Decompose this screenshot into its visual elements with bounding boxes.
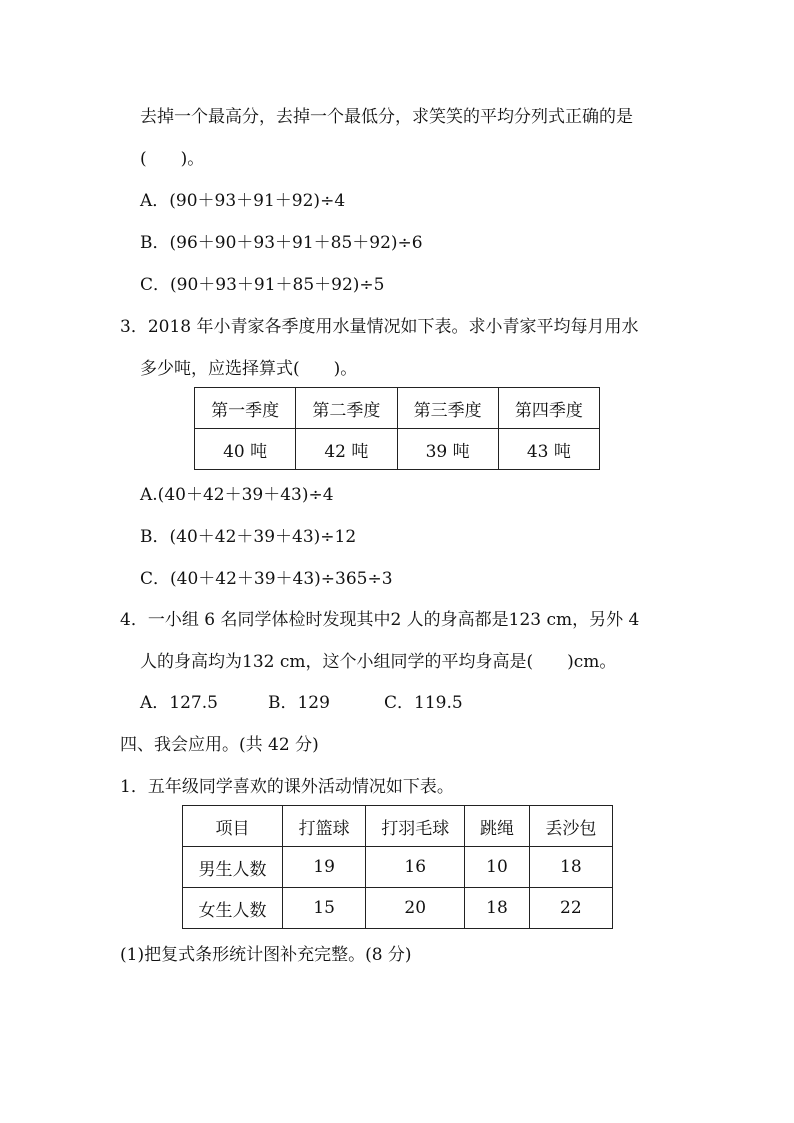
table-cell: 39 吨 — [397, 429, 498, 470]
table-cell: 19 — [282, 847, 365, 888]
q3-stem-line1: 3．2018 年小青家各季度用水量情况如下表。求小青家平均每月用水 — [120, 317, 639, 337]
activity-table — [182, 805, 613, 929]
table-cell: 22 — [529, 888, 612, 929]
q3-option-b: B．(40＋42＋39＋43)÷12 — [140, 527, 357, 547]
q3-water-table — [194, 387, 600, 470]
q2-option-a: A．(90＋93＋91＋92)÷4 — [140, 191, 346, 211]
table-row — [183, 847, 613, 888]
table-header-cell: 打篮球 — [282, 806, 365, 847]
table-row — [183, 806, 613, 847]
q2-blank: ( )。 — [140, 149, 205, 169]
table-header-cell: 第三季度 — [397, 388, 498, 429]
table-header-cell: 丢沙包 — [529, 806, 612, 847]
table-header-cell: 跳绳 — [465, 806, 529, 847]
table-header-cell: 项目 — [183, 806, 283, 847]
q4-option-b: B．129 — [268, 693, 330, 713]
table-row — [183, 888, 613, 929]
q3-option-c: C．(40＋42＋39＋43)÷365÷3 — [140, 569, 393, 589]
table-row — [195, 388, 600, 429]
section-heading: 四、我会应用。(共 42 分) — [120, 735, 319, 755]
q4-option-c: C．119.5 — [384, 693, 463, 713]
table-cell: 20 — [366, 888, 465, 929]
table-cell: 18 — [465, 888, 529, 929]
table-cell: 42 吨 — [296, 429, 397, 470]
table-row — [195, 429, 600, 470]
table-row-label: 男生人数 — [183, 847, 283, 888]
table-header-cell: 第四季度 — [498, 388, 599, 429]
table-cell: 18 — [529, 847, 612, 888]
table-cell: 43 吨 — [498, 429, 599, 470]
q4-option-a: A．127.5 — [140, 693, 218, 713]
table-header-cell: 第二季度 — [296, 388, 397, 429]
q3-stem-line2: 多少吨，应选择算式( )。 — [140, 359, 358, 379]
table-cell: 40 吨 — [195, 429, 296, 470]
q2-option-b: B．(96＋90＋93＋91＋85＋92)÷6 — [140, 233, 423, 253]
table-cell: 15 — [282, 888, 365, 929]
q2-option-c: C．(90＋93＋91＋85＋92)÷5 — [140, 275, 385, 295]
table-row-label: 女生人数 — [183, 888, 283, 929]
table-cell: 16 — [366, 847, 465, 888]
q2-stem: 去掉一个最高分，去掉一个最低分，求笑笑的平均分列式正确的是 — [140, 107, 633, 127]
table-header-cell: 第一季度 — [195, 388, 296, 429]
s4-sub1: (1)把复式条形统计图补充完整。(8 分) — [120, 945, 412, 965]
table-header-cell: 打羽毛球 — [366, 806, 465, 847]
s4-q1-stem: 1．五年级同学喜欢的课外活动情况如下表。 — [120, 777, 454, 797]
table-cell: 10 — [465, 847, 529, 888]
q4-stem-line2: 人的身高均为132 cm，这个小组同学的平均身高是( )cm。 — [140, 652, 617, 672]
q4-stem-line1: 4．一小组 6 名同学体检时发现其中2 人的身高都是123 cm，另外 4 — [120, 610, 640, 630]
q3-option-a: A.(40＋42＋39＋43)÷4 — [140, 485, 334, 505]
